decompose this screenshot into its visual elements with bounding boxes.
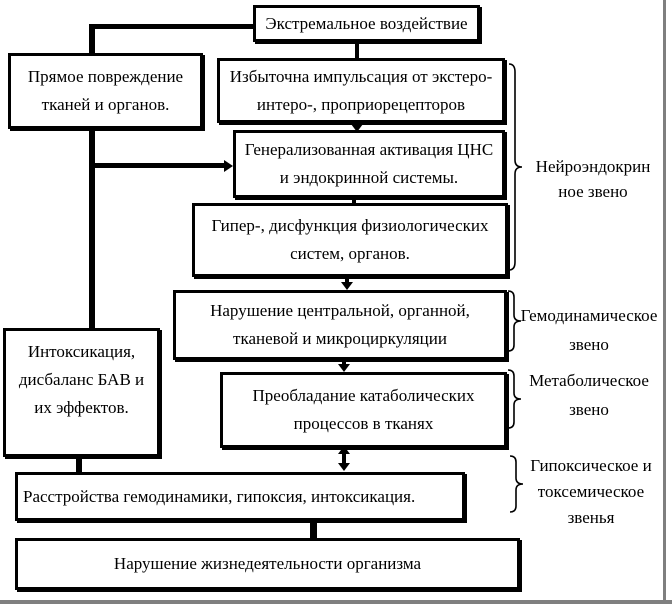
- box-direct-damage-line2: тканей и органов.: [41, 95, 170, 114]
- arrowhead-down-hemodynamics: [338, 463, 350, 471]
- window-border-right: [663, 0, 666, 604]
- connector-top-to-direct-damage: [89, 24, 95, 54]
- connector-branch-to-cns: [89, 163, 226, 168]
- window-border-bottom: [0, 600, 672, 604]
- arrowhead-branch-to-cns: [224, 160, 233, 172]
- label-neuroendocrine-line2: ное звено: [558, 182, 628, 201]
- box-hemodynamic-disorders-text: Расстройства гемодинамики, гипоксия, интоксикация.: [23, 486, 416, 506]
- box-direct-damage: [8, 53, 203, 129]
- box-catabolic-processes: [220, 372, 507, 448]
- box-hemodynamic-disorders: [15, 472, 465, 521]
- connector-top-horizontal: [90, 24, 255, 29]
- label-hemodynamic-link: [514, 301, 664, 359]
- box-direct-damage-line1: Прямое повреждение: [27, 67, 184, 86]
- label-hypoxic-link: [518, 453, 664, 531]
- box-hyper-dysfunction: [192, 203, 508, 277]
- box-extreme-impact: [253, 5, 480, 42]
- connector-left-trunk: [89, 128, 95, 329]
- arrowhead-circulation-to-catabolic: [338, 364, 350, 372]
- box-intoxication-line3: их эффектов.: [34, 397, 129, 417]
- box-intoxication-line2: дисбаланс БАВ и: [18, 369, 145, 389]
- box-hyper-dysfunction-line2: систем, органов.: [290, 244, 410, 263]
- box-cns-activation: [233, 130, 505, 198]
- box-cns-activation-line1: Генерализованная активация ЦНС: [244, 140, 494, 159]
- box-circulation-disorder-line2: тканевой и микроциркуляции: [233, 329, 447, 348]
- box-excess-impulse-line1: Избыточна импульсация от экстеро-: [229, 66, 493, 86]
- label-hypoxic-line1: Гипоксическое и: [530, 456, 652, 475]
- box-excess-impulse-line2: интеро-, проприорецепторов: [256, 94, 466, 114]
- box-extreme-impact-text: Экстремальное воздействие: [265, 13, 468, 33]
- box-circulation-disorder-line1: Нарушение центральной, органной,: [210, 301, 470, 320]
- label-hypoxic-line2: токсемическое: [537, 482, 645, 501]
- label-metabolic-line1: Метаболическое: [529, 371, 649, 390]
- box-hyper-dysfunction-line1: Гипер-, дисфункция физиологических: [211, 216, 489, 235]
- label-neuroendocrine-link: [524, 154, 662, 204]
- label-hemodynamic-line1: Гемодинамическое: [520, 306, 658, 325]
- label-metabolic-line2: звено: [569, 400, 609, 419]
- label-neuroendocrine-line1: Нейроэндокрин: [535, 157, 651, 176]
- arrowhead-hyper-to-circulation: [341, 282, 353, 290]
- box-intoxication: [3, 328, 160, 457]
- connector-hemodynamics-to-final: [310, 519, 317, 539]
- label-hypoxic-line3: звенья: [567, 508, 615, 527]
- label-metabolic-link: [514, 366, 664, 424]
- brace-neuroendocrine: [506, 63, 524, 271]
- connector-extreme-to-impulse: [355, 41, 359, 59]
- box-catabolic-processes-line1: Преобладание катаболических: [252, 386, 475, 405]
- box-vital-disturbance: [15, 538, 520, 590]
- connector-intoxication-to-hemodynamics: [76, 455, 82, 473]
- box-circulation-disorder: [173, 290, 507, 360]
- label-hemodynamic-line2: звено: [569, 335, 609, 354]
- box-excess-impulse: [217, 58, 505, 123]
- box-cns-activation-line2: и эндокринной системы.: [279, 168, 459, 187]
- box-vital-disturbance-text: Нарушение жизнедеятельности организма: [113, 554, 422, 573]
- box-intoxication-line1: Интоксикация,: [27, 341, 136, 361]
- box-catabolic-processes-line2: процессов в тканях: [293, 414, 434, 433]
